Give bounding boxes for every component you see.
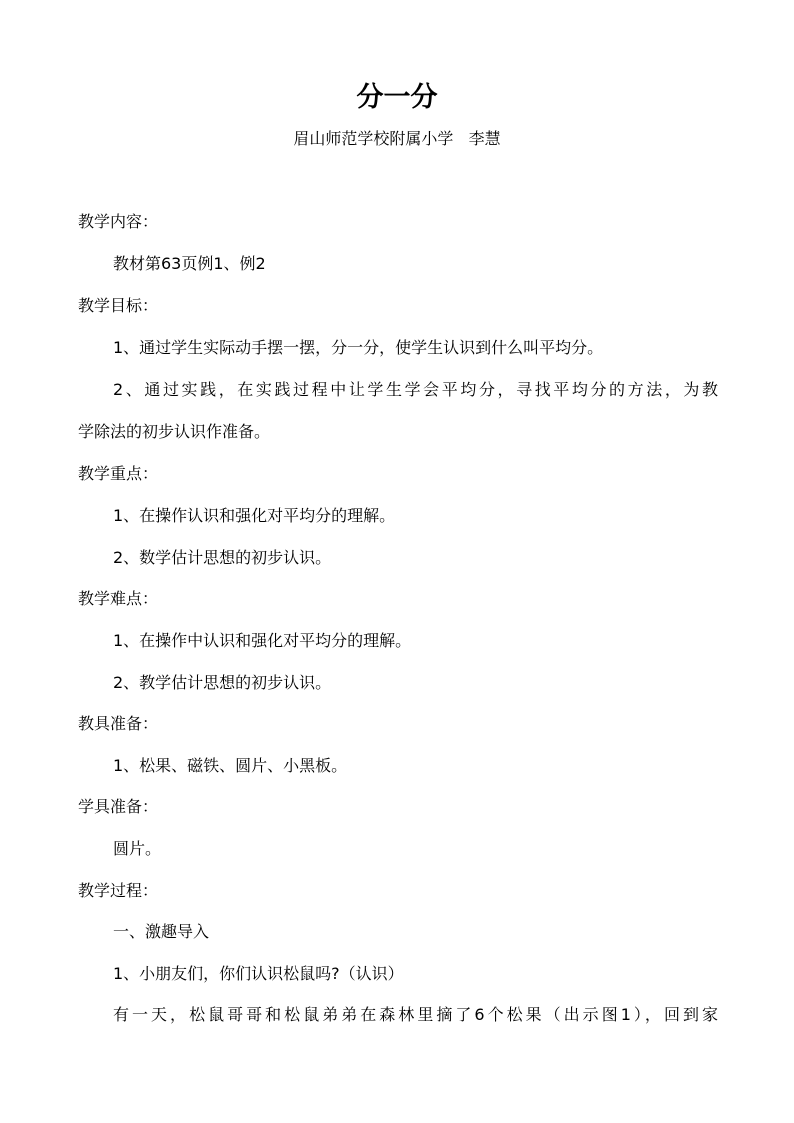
section-heading-process: 教学过程： — [78, 881, 159, 900]
key-point-item-2: 2、数学估计思想的初步认识。 — [113, 548, 332, 567]
process-step-heading: 一、激趣导入 — [113, 922, 210, 941]
section-heading-teaching-aids: 教具准备： — [78, 714, 159, 733]
difficulty-item-1: 1、在操作中认识和强化对平均分的理解。 — [113, 631, 412, 650]
section-heading-difficulties: 教学难点： — [78, 589, 159, 608]
document-title: 分一分 — [356, 82, 438, 113]
author-line: 眉山师范学校附属小学 李慧 — [293, 129, 501, 148]
difficulty-item-2: 2、教学估计思想的初步认识。 — [113, 673, 332, 692]
process-paragraph-1: 1、小朋友们，你们认识松鼠吗?（认识） — [113, 964, 404, 983]
section-heading-objectives: 教学目标： — [78, 296, 159, 315]
objective-item-1: 1、通过学生实际动手摆一摆，分一分，使学生认识到什么叫平均分。 — [113, 338, 604, 357]
student-materials-text: 圆片。 — [113, 839, 162, 858]
objective-item-2-line-1: 2、通过实践，在实践过程中让学生学会平均分，寻找平均分的方法，为教 — [113, 380, 718, 399]
section-heading-student-materials: 学具准备： — [78, 797, 159, 816]
section-heading-content: 教学内容： — [78, 212, 159, 231]
teaching-aids-item-1: 1、松果、磁铁、圆片、小黑板。 — [113, 756, 348, 775]
process-paragraph-2: 有一天，松鼠哥哥和松鼠弟弟在森林里摘了6个松果（出示图1），回到家 — [113, 1005, 718, 1024]
key-point-item-1: 1、在操作认识和强化对平均分的理解。 — [113, 506, 396, 525]
objective-item-2-line-2: 学除法的初步认识作准备。 — [78, 422, 271, 441]
section-heading-key-points: 教学重点： — [78, 464, 159, 483]
content-text: 教材第63页例1、例2 — [113, 254, 266, 273]
